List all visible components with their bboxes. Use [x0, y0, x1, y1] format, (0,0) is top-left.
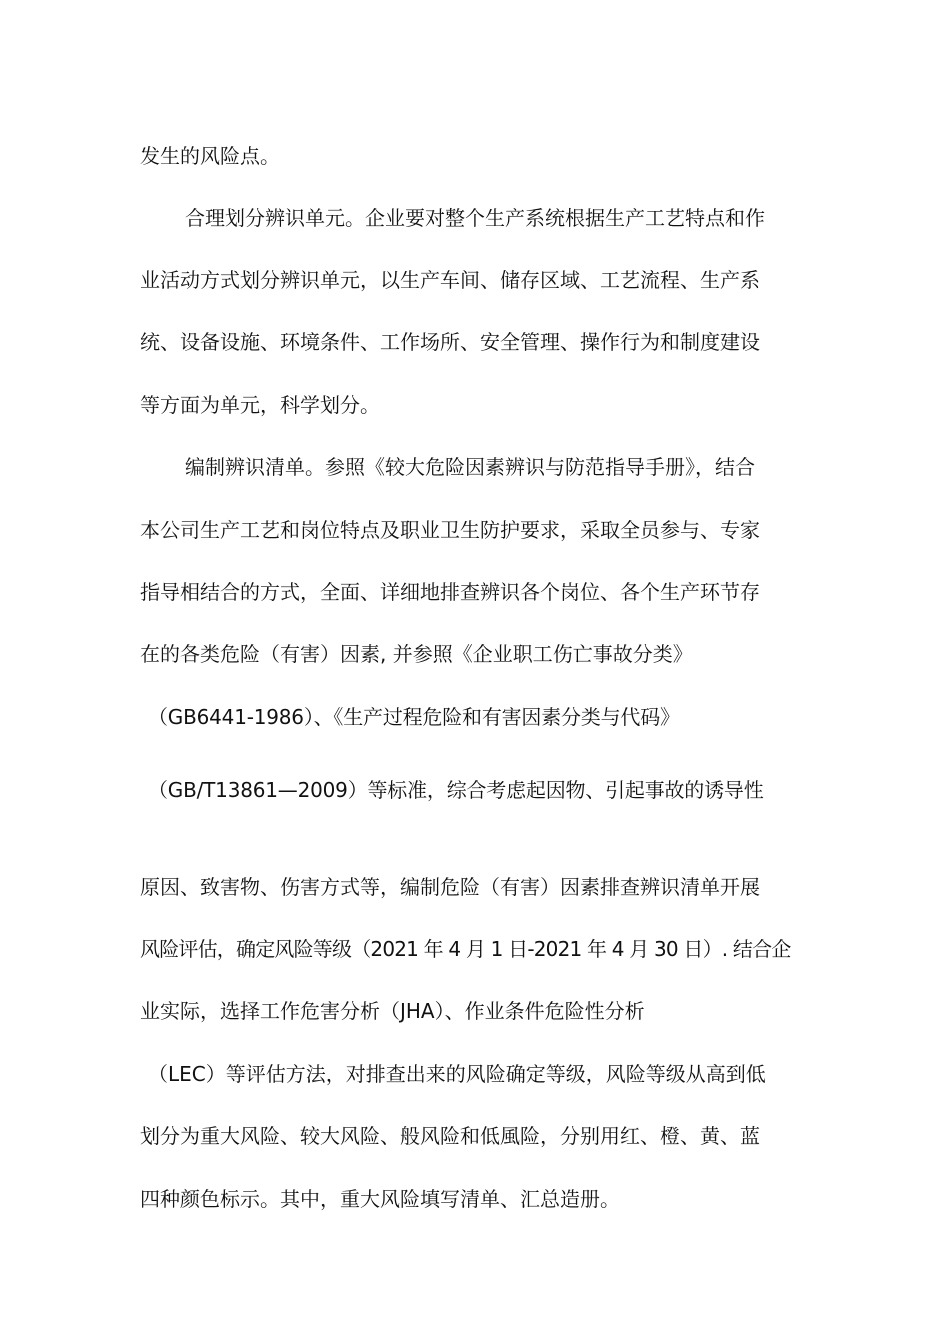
- paragraph-line: （LEC）等评估方法，对排查出来的风险确定等级，风险等级从高到低: [148, 1062, 766, 1086]
- paragraph-line: （GB/T13861—2009）等标准，综合考虑起因物、引起事故的诱导性: [148, 778, 764, 802]
- paragraph-line: 业实际，选择工作危害分析（JHA）、作业条件危险性分析: [140, 999, 645, 1023]
- paragraph-line: 统、设备设施、环境条件、工作场所、安全管理、操作行为和制度建设: [140, 330, 760, 354]
- paragraph-line: 在的各类危险（有害）因素, 并参照《企业职工伤亡事故分类》: [140, 642, 693, 666]
- paragraph-line: 等方面为单元，科学划分。: [140, 393, 380, 417]
- paragraph-line: 发生的风险点。: [140, 144, 280, 168]
- paragraph-line: 四种颜色标示。其中，重大风险填写清单、汇总造册。: [140, 1187, 620, 1211]
- paragraph-line: 指导相结合的方式，全面、详细地排查辨识各个岗位、各个生产环节存: [140, 580, 760, 604]
- paragraph-line: 业活动方式划分辨识单元，以生产车间、储存区域、工艺流程、生产系: [140, 268, 760, 292]
- paragraph-line: （GB6441-1986）、《生产过程危险和有害因素分类与代码》: [148, 705, 680, 729]
- paragraph-line: 原因、致害物、伤害方式等，编制危险（有害）因素排查辨识清单开展: [140, 875, 760, 899]
- paragraph-line: 划分为重大风险、较大风险、般风险和低風险，分别用红、橙、黄、蓝: [140, 1124, 760, 1148]
- paragraph-line: 风险评估，确定风险等级（2021 年 4 月 1 日-2021 年 4 月 30 日）. 结合企: [140, 937, 791, 961]
- paragraph-line: 本公司生产工艺和岗位特点及职业卫生防护要求，采取全员参与、专家: [140, 518, 760, 542]
- paragraph-line: 合理划分辨识单元。企业要对整个生产系统根据生产工艺特点和作: [185, 206, 765, 230]
- paragraph-line: 编制辨识清单。参照《较大危险因素辨识与防范指导手册》，结合: [185, 455, 755, 479]
